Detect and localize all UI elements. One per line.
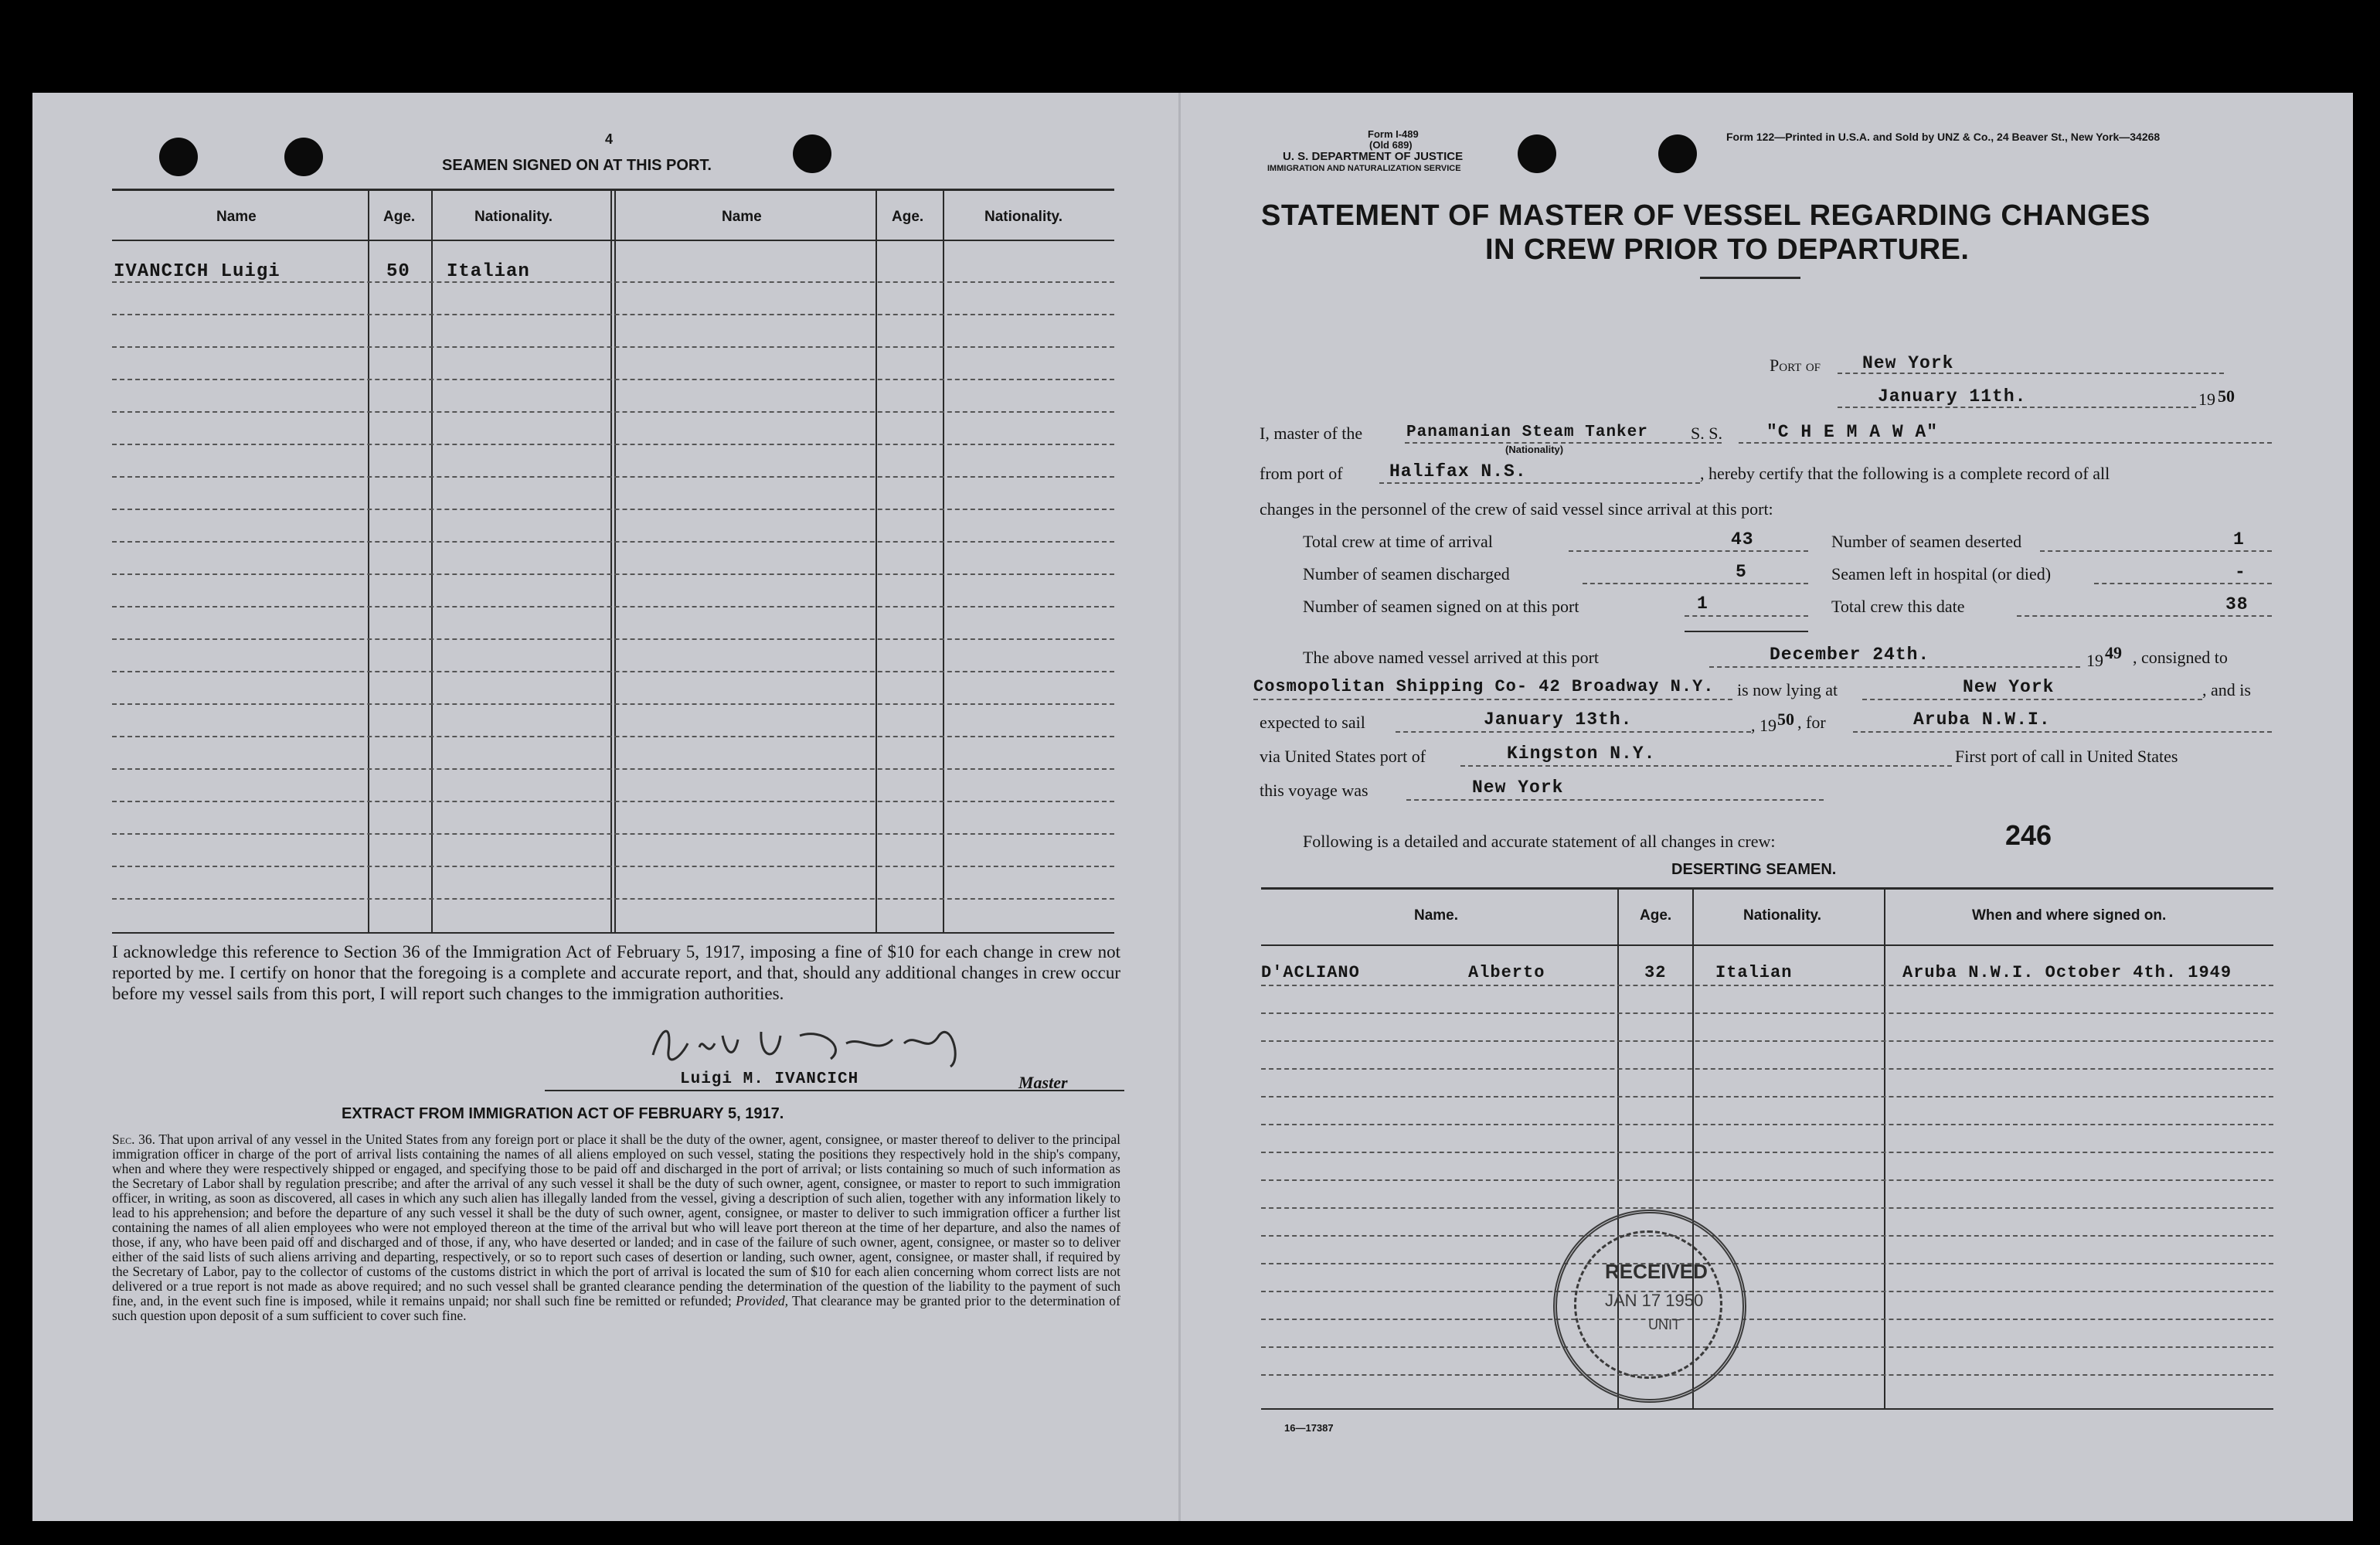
punch-hole (159, 138, 198, 176)
table-row (1261, 1179, 2273, 1181)
table-row (1261, 1040, 2273, 1042)
extract-end: That clearance may be granted prior to the determination of such question upon deposit of a sum sufficient to cover such fine. (112, 1293, 1120, 1323)
for-label: , for (1797, 713, 1826, 732)
consignee-value: Cosmopolitan Shipping Co- 42 Broadway N.Y. (1253, 677, 1715, 696)
fill-line (1569, 550, 1808, 552)
nationality-caption: (Nationality) (1505, 444, 1564, 455)
fill-line (1253, 699, 1732, 700)
hospital-value: - (2235, 562, 2246, 582)
service-name: IMMIGRATION AND NATURALIZATION SERVICE (1267, 164, 1461, 173)
port-value: New York (1862, 353, 1954, 373)
fill-line (1739, 442, 2272, 444)
table-row (112, 573, 1114, 575)
fill-line (1709, 666, 2080, 668)
first-port-label: First port of call in United States (1955, 747, 2178, 766)
column-header-name: Name (216, 209, 257, 225)
column-header-name: Name (722, 209, 762, 225)
fill-line (1583, 583, 1808, 584)
extract-provided: Provided, (736, 1293, 789, 1308)
vessel-name: "C H E M A W A" (1766, 422, 1939, 442)
column-divider (610, 190, 612, 932)
deserting-table-top-rule (1261, 887, 2273, 890)
table-row (1261, 1207, 2273, 1209)
footer-code: 16—17387 (1284, 1422, 1334, 1434)
page-number: 4 (605, 131, 614, 147)
master-signature (645, 1012, 1032, 1074)
table-row (112, 736, 1114, 737)
ss-label: S. S. (1691, 424, 1722, 443)
table-row (1261, 1124, 2273, 1125)
fill-line (1853, 731, 2272, 733)
table-row (1261, 1235, 2273, 1237)
table-row (112, 541, 1114, 543)
master-of-label: I, master of the (1260, 424, 1363, 443)
total-crew-arrival-label: Total crew at time of arrival (1303, 532, 1493, 551)
discharged-label: Number of seamen discharged (1303, 564, 1510, 584)
stamp-date: JAN 17 1950 (1605, 1291, 1704, 1310)
table-row (1261, 1291, 2273, 1292)
table-row (112, 638, 1114, 640)
column-divider (876, 190, 877, 932)
deserting-table-header-rule (1261, 944, 2273, 946)
table-row (112, 768, 1114, 770)
table-row (1261, 1319, 2273, 1320)
column-divider (614, 190, 616, 932)
deserted-label: Number of seamen deserted (1831, 532, 2022, 551)
deserter-signed-on: Aruba N.W.I. October 4th. 1949 (1902, 963, 2232, 982)
fill-line (2040, 550, 2272, 552)
fill-line (2094, 583, 2272, 584)
extract-body: That upon arrival of any vessel in the United States from any foreign port or place it shall be the duty of the owner, agent, consignee, or master thereof to deliver to the principal immigration officer in charge of the port of arrival lists containing the names of all aliens employed on such vessel, stating the positions they respectively hold in the ship's company, when and where they were respectively shipped or engaged, and specifying those to be paid off and discharged in the port of arrival; or lists containing so much of such information as the Secretary of Labor shall by regulation prescribe; and after the arrival of any such vessel it shall be the duty of such owner, agent, consignee, or master to report to such immigration officer, in writing, as soon as discovered, all cases in which any such alien has illegally landed from the vessel, giving a description of such alien, together with any information likely to lead to his apprehension; and before the departure of any such vessel it shall be the duty of such owner, agent, consignee, or master to deliver to such immigration officer a further list containing the names of all alien employees who were not employed thereon at the time of the arrival but who will leave port thereon at the time of her departure, and also the names of those, if any, who have been paid off and discharged and of those, if any, who have deserted or landed; and in case of the failure of such owner, agent, consignee, or master so to deliver either of the said lists of such aliens arriving and departing, respectively, or so to report such cases of desertion or landing, such owner, agent, consignee, or master shall, if required by the Secretary of Labor, pay to the collector of customs of the customs district in which the port of arrival is located the sum of $10 for each alien concerning whom correct lists are not delivered or a true report is not made as above required; and no such vessel shall be granted clearance pending the determination of the question of the liability to the payment of such fine, and, in the event such fine is imposed, while it remains unpaid; nor shall such fine be remitted or refunded; (112, 1132, 1120, 1308)
stamp-received-text: RECEIVED (1605, 1260, 1708, 1283)
deserter-surname: D'ACLIANO (1261, 963, 1360, 982)
year-prefix: 19 (2198, 390, 2215, 409)
column-divider (368, 190, 369, 932)
deserter-nationality: Italian (1715, 963, 1793, 982)
acknowledgement-text: I acknowledge this reference to Section 36 of the Immigration Act of February 5, 1917, imposing a fine of $10 for each change in crew not reported by me. I certify on honor that the foregoing is a complete and accurate report, and that, should any additional changes in crew occur before my vessel sails from this port, I will report such changes to the immigration authorities. (112, 942, 1120, 1003)
form-old-number: (Old 689) (1369, 139, 1413, 151)
via-port-value: Kingston N.Y. (1507, 744, 1656, 764)
from-port-label: from port of (1260, 464, 1343, 483)
table-row (112, 898, 1114, 900)
table-row (1261, 1152, 2273, 1153)
stamp-unit: UNIT (1648, 1317, 1681, 1332)
deserting-header-signed-on: When and where signed on. (1972, 907, 2167, 924)
punch-hole (1658, 134, 1697, 173)
table-row (112, 411, 1114, 413)
deserted-value: 1 (2233, 529, 2245, 550)
column-divider (1884, 889, 1885, 1408)
deserting-header-name: Name. (1414, 907, 1459, 924)
port-label: Port of (1770, 356, 1821, 375)
extract-section: Sec. 36. (112, 1132, 155, 1147)
following-text: Following is a detailed and accurate statement of all changes in crew: (1303, 832, 1776, 851)
department-name: U. S. DEPARTMENT OF JUSTICE (1283, 150, 1464, 163)
fill-line (1396, 731, 1751, 733)
fill-line (1379, 482, 1700, 484)
fill-line (2017, 615, 2272, 617)
table-row (112, 444, 1114, 445)
received-stamp (1553, 1210, 1746, 1403)
vessel-nationality: Panamanian Steam Tanker (1406, 424, 1648, 441)
punch-hole (1518, 134, 1556, 173)
arrived-year-prefix: 19 (2086, 651, 2103, 670)
extract-title: EXTRACT FROM IMMIGRATION ACT OF FEBRUARY 5, 1917. (342, 1105, 784, 1122)
sail-date: January 13th. (1484, 710, 1633, 730)
deserting-header-nationality: Nationality. (1743, 907, 1821, 924)
column-header-nationality: Nationality. (984, 209, 1062, 225)
table-row (112, 509, 1114, 510)
column-header-nationality: Nationality. (474, 209, 552, 225)
year-value: 50 (2218, 386, 2235, 406)
signed-on-label: Number of seamen signed on at this port (1303, 597, 1579, 616)
sail-year-prefix: , 19 (1751, 716, 1776, 735)
table-row (112, 866, 1114, 867)
arrived-label: The above named vessel arrived at this port (1303, 648, 1600, 667)
deserting-header-age: Age. (1640, 907, 1672, 924)
table-row (112, 703, 1114, 705)
deserting-table-bottom-rule (1261, 1408, 2273, 1410)
and-is-text: , and is (2202, 680, 2251, 699)
table-row (112, 379, 1114, 380)
fill-line (1685, 615, 1808, 617)
voyage-label: this voyage was (1260, 781, 1368, 800)
table-row (1261, 985, 2273, 986)
total-crew-arrival-value: 43 (1731, 529, 1754, 550)
table-row (1261, 1263, 2273, 1264)
arrived-date: December 24th. (1770, 645, 1930, 665)
table-row (112, 671, 1114, 672)
extract-text (112, 1132, 1120, 1323)
seaman-nationality: Italian (447, 261, 530, 282)
master-label: Master (1018, 1073, 1068, 1092)
stats-total-rule (1685, 631, 1808, 632)
seaman-age: 50 (386, 261, 410, 282)
stamped-number: 246 (2005, 819, 2052, 851)
section-title: SEAMEN SIGNED ON AT THIS PORT. (442, 157, 712, 174)
arrived-year: 49 (2105, 643, 2122, 662)
sail-year: 50 (1777, 710, 1794, 729)
table-row (112, 833, 1114, 835)
column-header-age: Age. (383, 209, 416, 225)
table-row (112, 346, 1114, 348)
punch-hole (793, 134, 831, 173)
total-crew-date-label: Total crew this date (1831, 597, 1965, 616)
table-row (1261, 1068, 2273, 1070)
expected-label: expected to sail (1260, 713, 1365, 732)
master-name: Luigi M. IVANCICH (680, 1070, 859, 1088)
hospital-label: Seamen left in hospital (or died) (1831, 564, 2052, 584)
deserter-age: 32 (1644, 963, 1667, 982)
page-fold (1178, 93, 1181, 1521)
title-underline (1700, 277, 1800, 279)
table-top-rule (112, 189, 1114, 191)
discharged-value: 5 (1736, 562, 1747, 582)
fill-line (1838, 407, 2196, 408)
destination-value: Aruba N.W.I. (1913, 710, 2051, 730)
form-title-line2: IN CREW PRIOR TO DEPARTURE. (1485, 233, 1970, 266)
certify-text: , hereby certify that the following is a complete record of all (1700, 464, 2110, 483)
first-port-value: New York (1472, 778, 1564, 798)
fill-line (1862, 699, 2202, 700)
lying-label: is now lying at (1737, 680, 1838, 699)
total-crew-date-value: 38 (2225, 594, 2249, 614)
form-number: Form I-489 (1368, 128, 1419, 140)
date-value: January 11th. (1878, 386, 2027, 407)
changes-text: changes in the personnel of the crew of said vessel since arrival at this port: (1260, 499, 1773, 519)
column-divider (431, 190, 433, 932)
consigned-label: , consigned to (2133, 648, 2228, 667)
table-row (112, 801, 1114, 802)
punch-hole (284, 138, 323, 176)
table-row (112, 606, 1114, 607)
from-port-value: Halifax N.S. (1389, 461, 1527, 482)
deserter-given-name: Alberto (1468, 963, 1545, 982)
seaman-name: IVANCICH Luigi (114, 261, 280, 282)
table-row (1261, 1096, 2273, 1097)
lying-at-value: New York (1963, 677, 2055, 697)
via-label: via United States port of (1260, 747, 1426, 766)
printer-note: Form 122—Printed in U.S.A. and Sold by UNZ & Co., 24 Beaver St., New York—34268 (1726, 131, 2161, 143)
table-bottom-rule (112, 932, 1114, 934)
fill-line (1406, 799, 1824, 801)
signed-on-value: 1 (1697, 594, 1708, 614)
form-title-line1: STATEMENT OF MASTER OF VESSEL REGARDING CHANGES (1261, 199, 2150, 232)
table-row (1261, 1012, 2273, 1014)
deserting-title: DESERTING SEAMEN. (1671, 861, 1837, 878)
column-header-age: Age. (892, 209, 924, 225)
fill-line (1460, 765, 1952, 767)
table-row (1261, 1374, 2273, 1376)
table-row (1261, 1346, 2273, 1348)
table-header-rule (112, 240, 1114, 241)
column-divider (943, 190, 944, 932)
table-row (112, 314, 1114, 315)
table-row (112, 476, 1114, 478)
